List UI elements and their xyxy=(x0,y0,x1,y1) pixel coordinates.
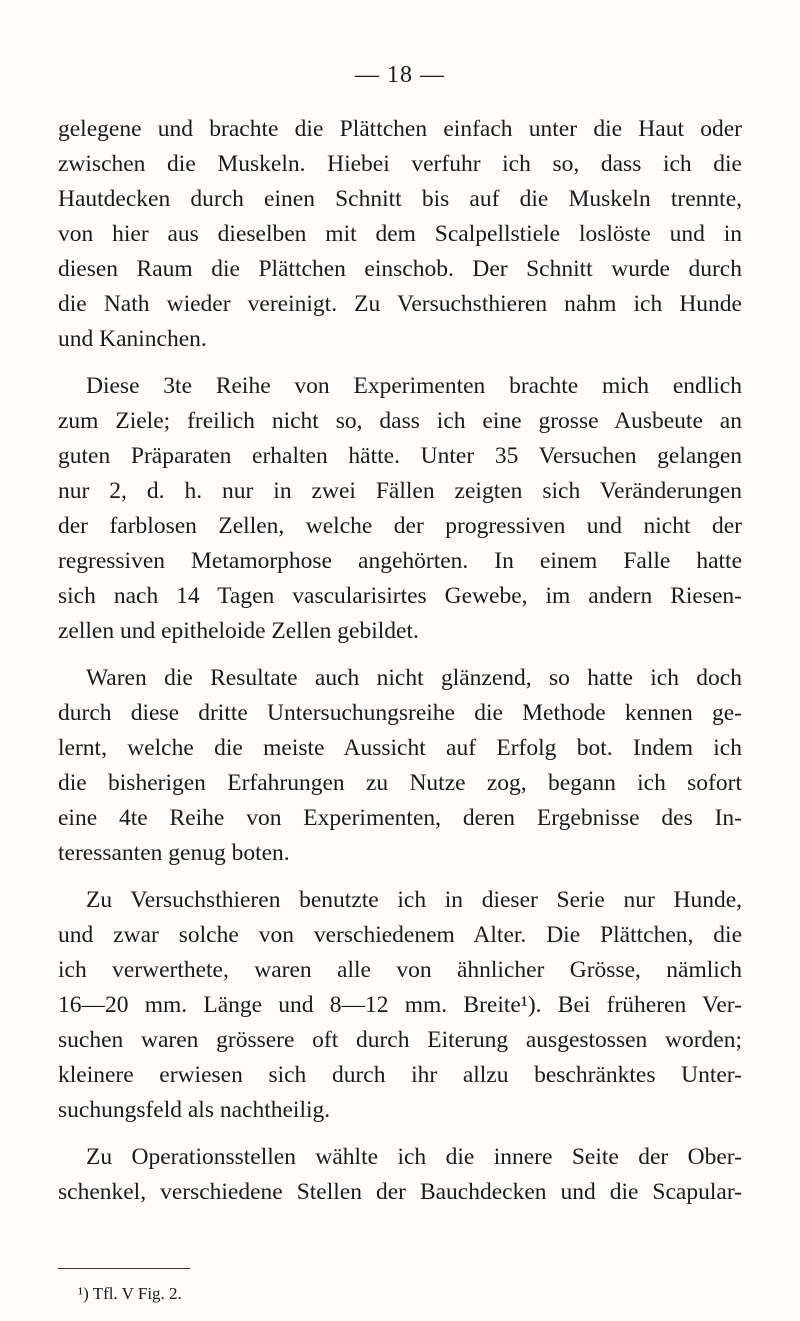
text-line: Zu Operationsstellen wählte ich die innere Seite der Ober- xyxy=(86,1144,742,1170)
text-line: Diese 3te Reihe von Experimenten brachte mich endlich xyxy=(86,373,742,399)
text-line: die Nath wieder vereinigt. Zu Versuchsthieren nahm ich Hunde xyxy=(58,291,742,317)
text-line: schenkel, verschiedene Stellen der Bauchdecken und die Scapular- xyxy=(58,1179,742,1205)
footnote: ¹) Tfl. V Fig. 2. xyxy=(78,1284,182,1303)
text-line: zellen und epitheloide Zellen gebildet. xyxy=(58,618,419,644)
text-line: die bisherigen Erfahrungen zu Nutze zog, begann ich sofort xyxy=(58,770,742,796)
page-number: — 18 — xyxy=(355,62,445,88)
text-line: von hier aus dieselben mit dem Scalpellstiele loslöste und in xyxy=(58,221,742,247)
paragraph xyxy=(58,883,742,1128)
text-line: kleinere erwiesen sich durch ihr allzu beschränktes Unter- xyxy=(58,1062,742,1088)
body-text xyxy=(58,112,742,1222)
text-line: guten Präparaten erhalten hätte. Unter 35 Versuchen gelangen xyxy=(58,443,742,469)
text-line: zum Ziele; freilich nicht so, dass ich eine grosse Ausbeute an xyxy=(58,408,742,434)
text-line: und zwar solche von verschiedenem Alter. Die Plättchen, die xyxy=(58,922,742,948)
text-line: durch diese dritte Untersuchungsreihe die Methode kennen ge- xyxy=(58,700,742,726)
text-line: gelegene und brachte die Plättchen einfach unter die Haut oder xyxy=(58,116,742,142)
text-line: 16—20 mm. Länge und 8—12 mm. Breite¹). Bei früheren Ver- xyxy=(58,992,742,1018)
text-line: Zu Versuchsthieren benutzte ich in dieser Serie nur Hunde, xyxy=(86,887,742,913)
text-line: eine 4te Reihe von Experimenten, deren Ergebnisse des In- xyxy=(58,805,742,831)
paragraph xyxy=(58,661,742,871)
text-line: regressiven Metamorphose angehörten. In einem Falle hatte xyxy=(58,548,742,574)
text-line: Waren die Resultate auch nicht glänzend, so hatte ich doch xyxy=(86,665,742,691)
text-line: teressanten genug boten. xyxy=(58,840,290,866)
text-line: suchungsfeld als nachtheilig. xyxy=(58,1097,331,1123)
text-line: der farblosen Zellen, welche der progressiven und nicht der xyxy=(58,513,742,539)
text-line: lernt, welche die meiste Aussicht auf Erfolg bot. Indem ich xyxy=(58,735,742,761)
paragraph xyxy=(58,112,742,357)
text-line: zwischen die Muskeln. Hiebei verfuhr ich so, dass ich die xyxy=(58,151,742,177)
paragraph xyxy=(58,369,742,649)
text-line: diesen Raum die Plättchen einschob. Der Schnitt wurde durch xyxy=(58,256,742,282)
text-line: Hautdecken durch einen Schnitt bis auf die Muskeln trennte, xyxy=(58,186,742,212)
footnote-divider xyxy=(58,1268,190,1269)
text-line: und Kaninchen. xyxy=(58,326,207,352)
paragraph xyxy=(58,1140,742,1210)
text-line: ich verwerthete, waren alle von ähnlicher Grösse, nämlich xyxy=(58,957,742,983)
text-line: suchen waren grössere oft durch Eiterung ausgestossen worden; xyxy=(58,1027,742,1053)
text-line: nur 2, d. h. nur in zwei Fällen zeigten sich Veränderungen xyxy=(58,478,742,504)
text-line: sich nach 14 Tagen vascularisirtes Gewebe, im andern Riesen- xyxy=(58,583,742,609)
